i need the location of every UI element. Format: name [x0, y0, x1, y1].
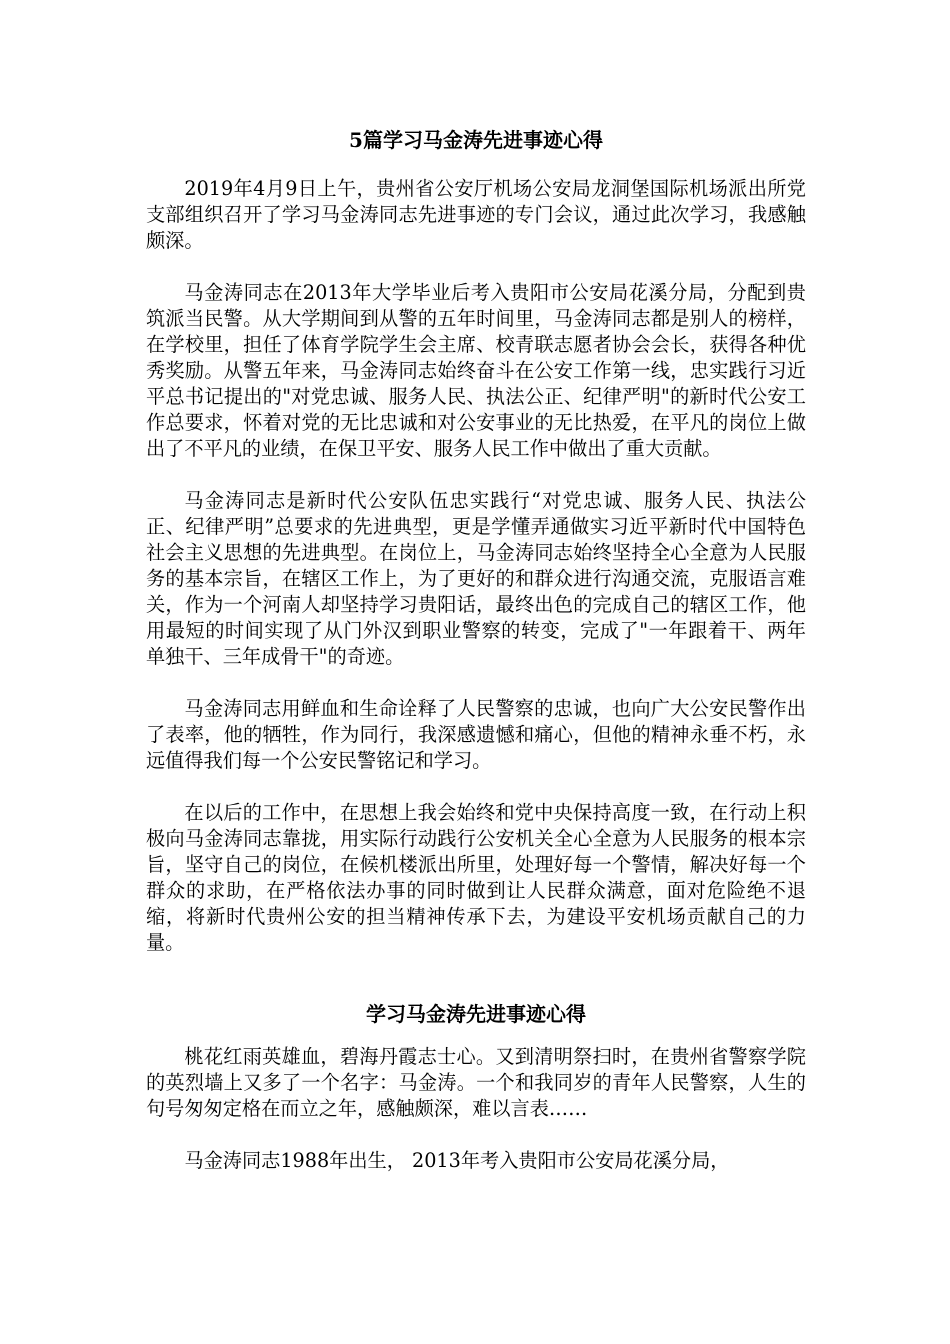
paragraph-future-work: 在以后的工作中，在思想上我会始终和党中央保持高度一致，在行动上积极向马金涛同志靠拢，用实际行动践行公安机关全心全意为人民服务的根本宗旨，坚守自己的岗位，在候机楼派出所里，处理好每一个警情，解决好每一个群众的求助，在严格依法办事的同时做到让人民群众满意，面对危险绝不退缩，将新时代贵州公安的担当精神传承下去，为建设平安机场贡献自己的力量。 — [146, 801, 806, 954]
document-title: 5篇学习马金涛先进事迹心得 — [349, 128, 603, 152]
paragraph-sacrifice: 马金涛同志用鲜血和生命诠释了人民警察的忠诚，也向广大公安民警作出了表率，他的牺牲，作为同行，我深感遗憾和痛心，但他的精神永垂不朽，永远值得我们每一个公安民警铭记和学习。 — [146, 697, 806, 772]
document-page — [146, 118, 806, 1200]
paragraph-background: 马金涛同志在2013年大学毕业后考入贵阳市公安局花溪分局，分配到贵筑派当民警。从大学期间到从警的五年时间里，马金涛同志都是别人的榜样，在学校里，担任了体育学院学生会主席、校青联志愿者协会会长，获得各种优秀奖励。从警五年来，马金涛同志始终奋斗在公安工作第一线，忠实践行习近平总书记提出的"对党忠诚、服务人民、执法公正、纪律严明"的新时代公安工作总要求，怀着对党的无比忠诚和对公安事业的无比热爱，在平凡的岗位上做出了不平凡的业绩，在保卫平安、服务人民工作中做出了重大贡献。 — [146, 281, 806, 460]
section-title: 学习马金涛先进事迹心得 — [366, 1002, 586, 1026]
paragraph-qingming: 桃花红雨英雄血，碧海丹霞志士心。又到清明祭扫时，在贵州省警察学院的英烈墙上又多了一个名字：马金涛。一个和我同岁的青年人民警察，人生的句号匆匆定格在而立之年，感触颇深，难以言表…… — [146, 1045, 806, 1120]
paragraph-meeting-intro: 2019年4月9日上午，贵州省公安厅机场公安局龙洞堡国际机场派出所党支部组织召开了学习马金涛同志先进事迹的专门会议，通过此次学习，我感触颇深。 — [146, 177, 806, 252]
paragraph-exemplary-model: 马金涛同志是新时代公安队伍忠实践行“对党忠诚、服务人民、执法公正、纪律严明”总要求的先进典型，更是学懂弄通做实习近平新时代中国特色社会主义思想的先进典型。在岗位上，马金涛同志始终坚持全心全意为人民服务的基本宗旨，在辖区工作上，为了更好的和群众进行沟通交流，克服语言难关，作为一个河南人却坚持学习贵阳话，最终出色的完成自己的辖区工作，他用最短的时间实现了从门外汉到职业警察的转变，完成了"一年跟着干、两年单独干、三年成骨干"的奇迹。 — [146, 489, 806, 668]
paragraph-birth-info: 马金涛同志1988年出生， 2013年考入贵阳市公安局花溪分局， — [184, 1149, 730, 1172]
